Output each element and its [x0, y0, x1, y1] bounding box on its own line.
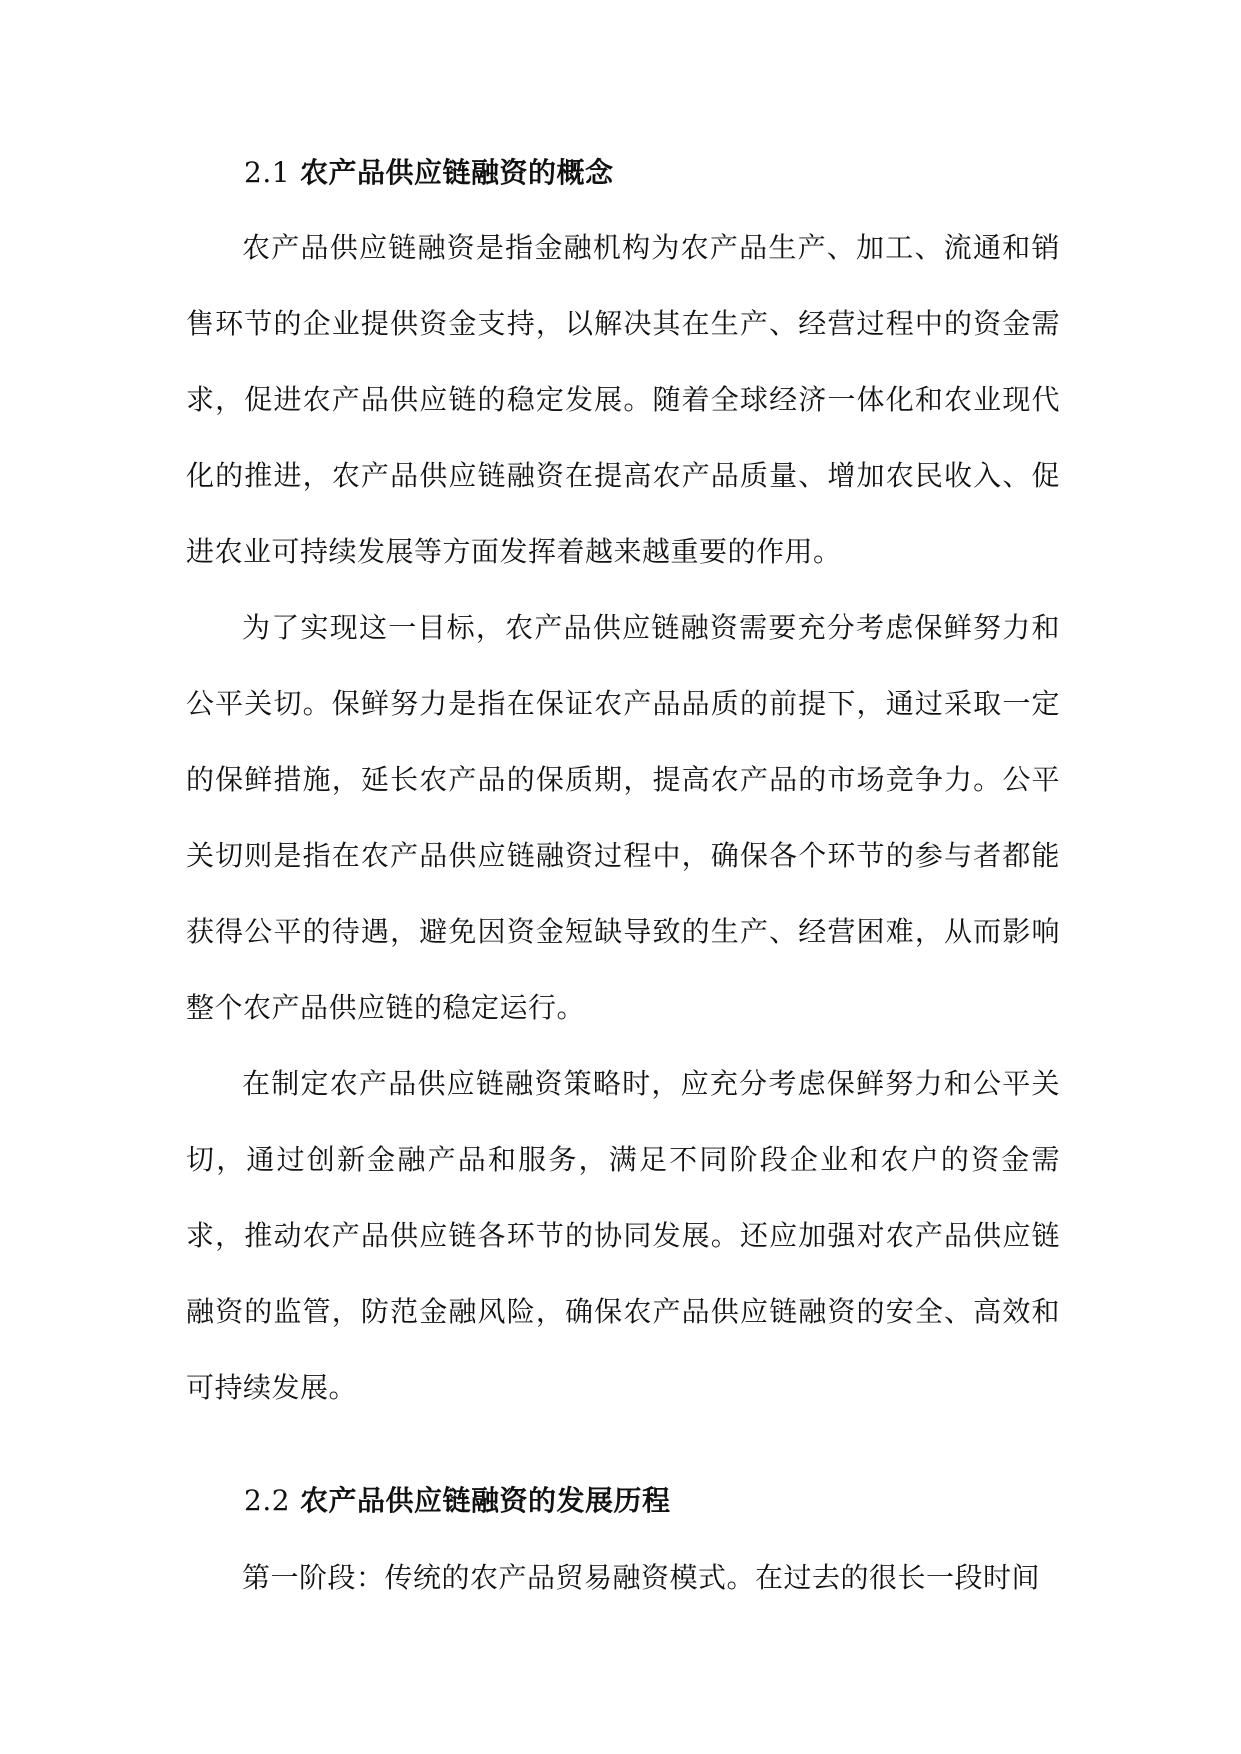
paragraph-concept-definition: 农产品供应链融资是指金融机构为农产品生产、加工、流通和销售环节的企业提供资金支持，以解决其在生产、经营过程中的资金需求，促进农产品供应链的稳定发展。随着全球经济一体化和农业现代化的推进，农产品供应链融资在提高农产品质量、增加农民收入、促进农业可持续发展等方面发挥着越来越重要的作用。 [186, 231, 1060, 568]
section-title: 农产品供应链融资的概念 [300, 156, 614, 189]
section-heading-2-1 [186, 140, 1060, 206]
paragraph-stage-one: 第一阶段：传统的农产品贸易融资模式。在过去的很长一段时间 [242, 1561, 1041, 1594]
section-number: 2.1 [244, 156, 291, 189]
section-heading-2-2 [186, 1468, 1060, 1534]
section-title: 农产品供应链融资的发展历程 [300, 1484, 671, 1517]
section-number: 2.2 [244, 1484, 291, 1517]
document-content [186, 140, 1060, 1616]
paragraph-financing-strategy: 在制定农产品供应链融资策略时，应充分考虑保鲜努力和公平关切，通过创新金融产品和服务，满足不同阶段企业和农户的资金需求，推动农产品供应链各环节的协同发展。还应加强对农产品供应链融资的监管，防范金融风险，确保农产品供应链融资的安全、高效和可持续发展。 [186, 1067, 1060, 1404]
paragraph-fresh-keeping-fairness: 为了实现这一目标，农产品供应链融资需要充分考虑保鲜努力和公平关切。保鲜努力是指在保证农产品品质的前提下，通过采取一定的保鲜措施，延长农产品的保质期，提高农产品的市场竞争力。公平关切则是指在农产品供应链融资过程中，确保各个环节的参与者都能获得公平的待遇，避免因资金短缺导致的生产、经营困难，从而影响整个农产品供应链的稳定运行。 [186, 611, 1060, 1024]
